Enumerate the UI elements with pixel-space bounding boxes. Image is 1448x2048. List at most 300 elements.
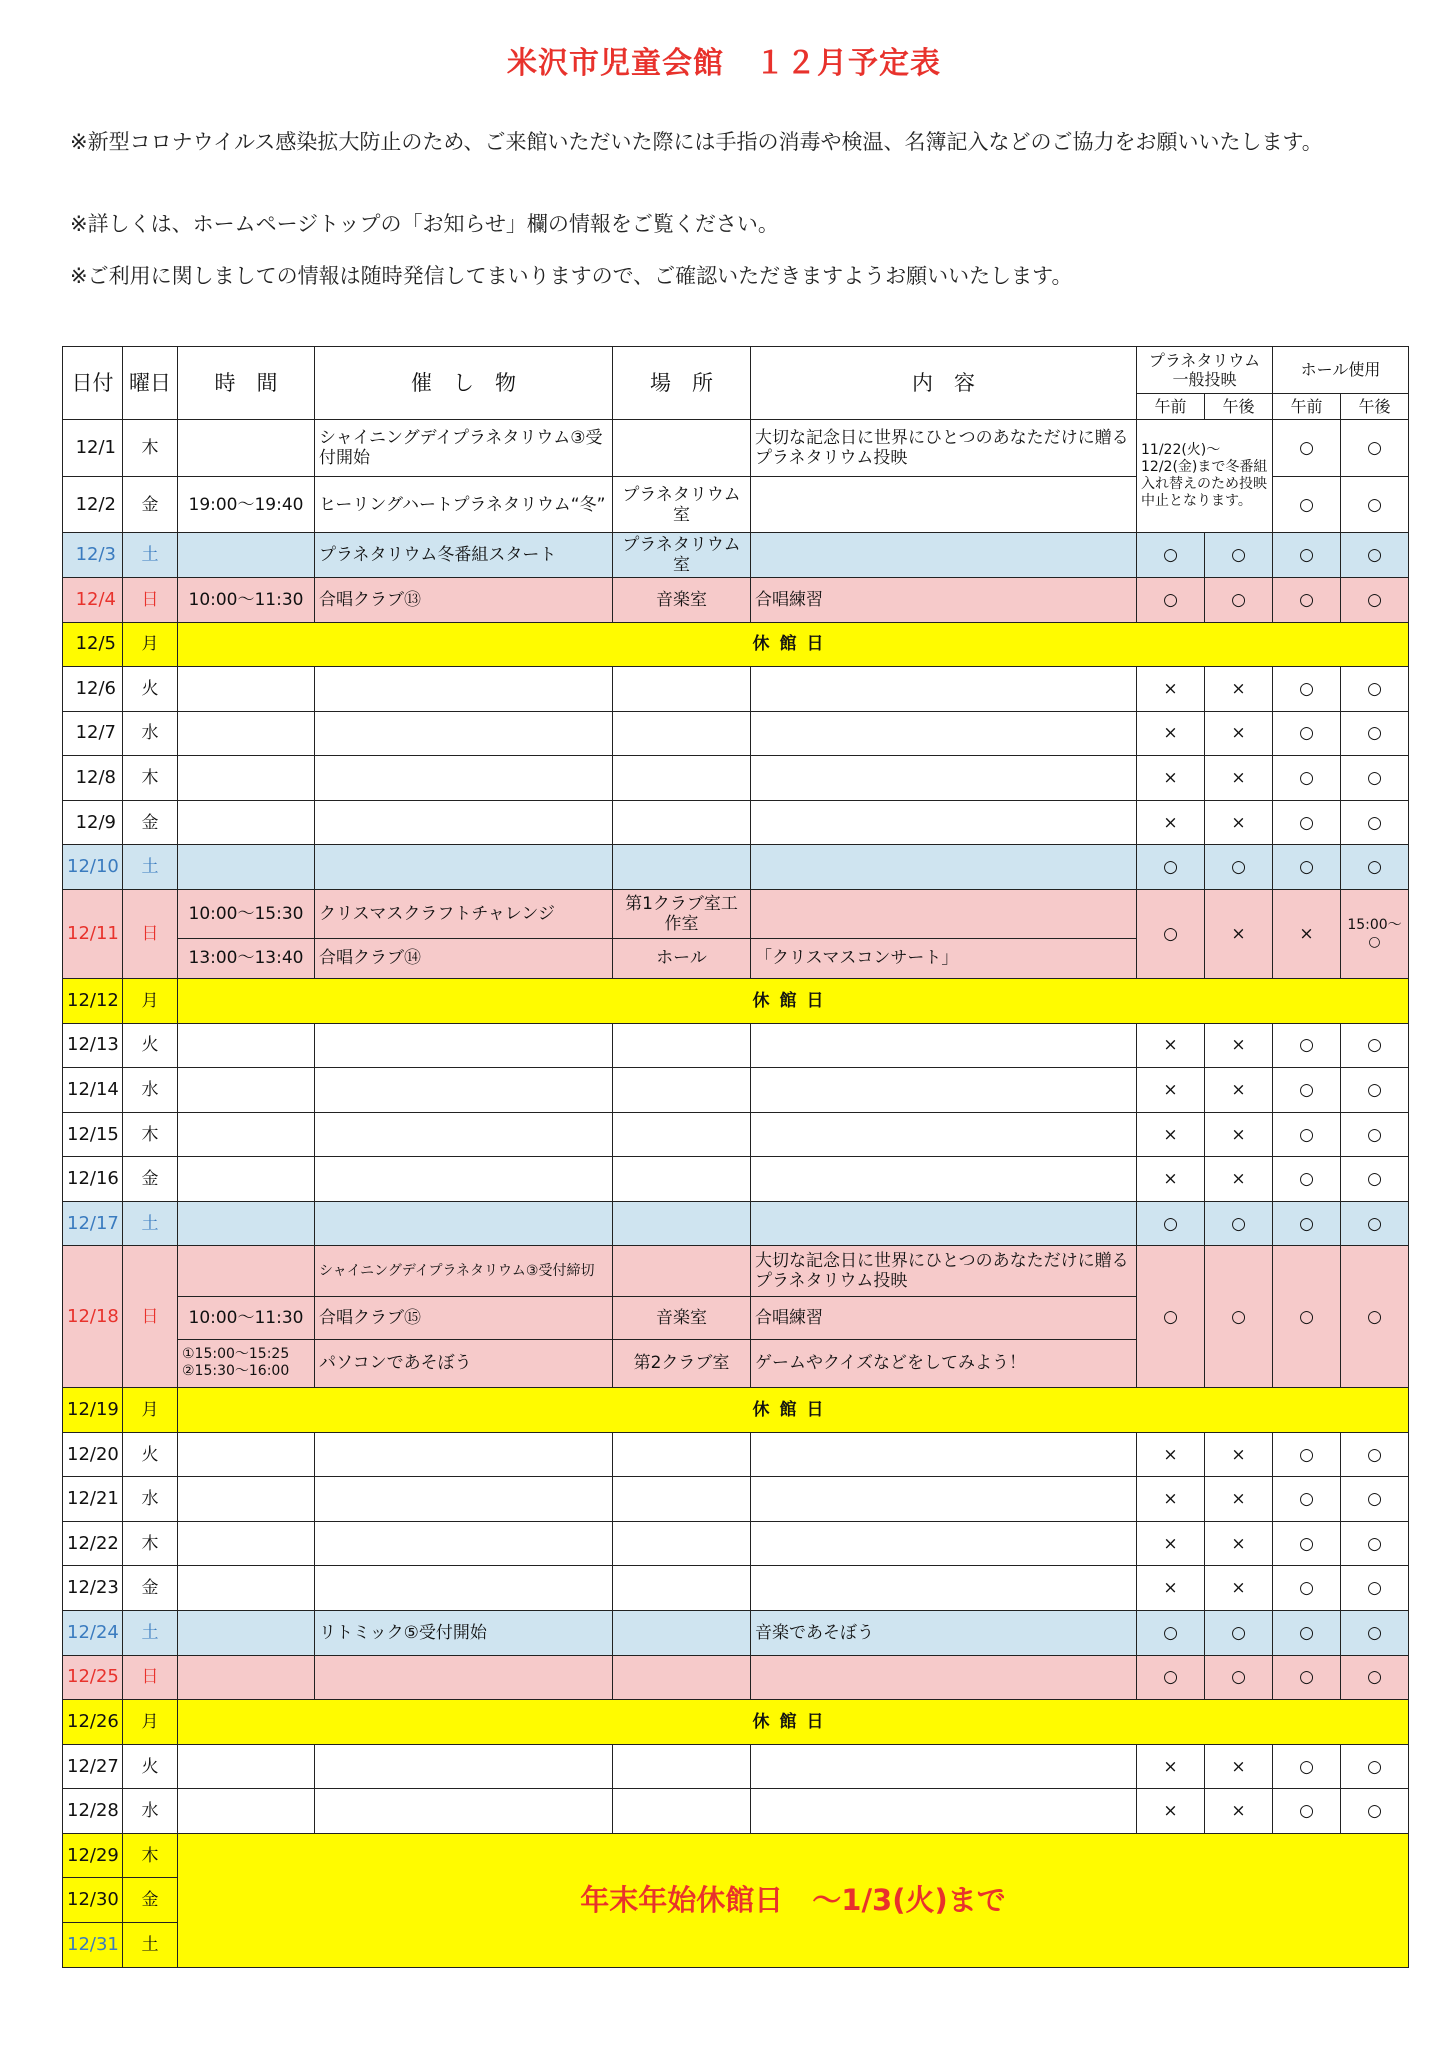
hall-am-mark: ○ <box>1273 667 1341 712</box>
table-row <box>63 1566 1409 1611</box>
planetarium-pm-mark: ○ <box>1205 1246 1273 1388</box>
planetarium-pm-mark: × <box>1205 756 1273 801</box>
weekday-cell: 木 <box>123 1521 178 1566</box>
weekday-cell: 土 <box>123 1922 178 1967</box>
place-cell <box>613 800 751 845</box>
planetarium-am-mark: × <box>1137 667 1205 712</box>
table-row <box>63 1112 1409 1157</box>
weekday-cell: 火 <box>123 1744 178 1789</box>
hall-pm-mark: ○ <box>1341 1068 1409 1113</box>
time-cell <box>178 800 315 845</box>
weekday-cell: 金 <box>123 1878 178 1923</box>
weekday-cell: 土 <box>123 1201 178 1246</box>
table-row <box>63 1432 1409 1477</box>
header-weekday: 曜日 <box>123 347 178 420</box>
weekday-cell: 水 <box>123 711 178 756</box>
hall-pm-mark: ○ <box>1341 1655 1409 1700</box>
time-cell <box>178 845 315 890</box>
hall-pm-mark: ○ <box>1341 1023 1409 1068</box>
time-cell <box>178 1611 315 1656</box>
hall-am-mark: ○ <box>1273 476 1341 533</box>
planetarium-pm-mark: × <box>1205 889 1273 978</box>
planetarium-am-mark: × <box>1137 1789 1205 1834</box>
hall-am-mark: ○ <box>1273 577 1341 622</box>
date-cell: 12/20 <box>63 1432 123 1477</box>
hall-pm-mark: ○ <box>1341 1521 1409 1566</box>
place-cell: 音楽室 <box>613 1297 751 1340</box>
content-cell: 大切な記念日に世界にひとつのあなただけに贈るプラネタリウム投映 <box>751 1246 1137 1297</box>
time-cell <box>178 1744 315 1789</box>
date-cell: 12/30 <box>63 1878 123 1923</box>
planetarium-am-mark: × <box>1137 800 1205 845</box>
planetarium-pm-mark: × <box>1205 1566 1273 1611</box>
planetarium-note: 11/22(火)～12/2(金)まで冬番組入れ替えのため投映中止となります。 <box>1137 419 1273 532</box>
event-cell <box>315 756 613 801</box>
date-cell: 12/25 <box>63 1655 123 1700</box>
date-cell: 12/9 <box>63 800 123 845</box>
place-cell <box>613 1655 751 1700</box>
hall-pm-mark: ○ <box>1341 476 1409 533</box>
event-cell: リトミック⑤受付開始 <box>315 1611 613 1656</box>
hall-pm-mark: 15:00～○ <box>1341 889 1409 978</box>
place-cell: 第1クラブ室工作室 <box>613 889 751 938</box>
table-row <box>63 667 1409 712</box>
weekday-cell: 木 <box>123 1833 178 1878</box>
hall-am-mark: ○ <box>1273 1432 1341 1477</box>
table-row <box>63 711 1409 756</box>
date-cell: 12/10 <box>63 845 123 890</box>
header-planetarium-pm: 午後 <box>1205 393 1273 419</box>
place-cell <box>613 1112 751 1157</box>
content-cell <box>751 476 1137 533</box>
header-event: 催 し 物 <box>315 347 613 420</box>
planetarium-am-mark: ○ <box>1137 577 1205 622</box>
table-row <box>63 1201 1409 1246</box>
date-cell: 12/1 <box>63 419 123 476</box>
weekday-cell: 木 <box>123 756 178 801</box>
date-cell: 12/6 <box>63 667 123 712</box>
planetarium-am-mark: × <box>1137 1068 1205 1113</box>
date-cell: 12/15 <box>63 1112 123 1157</box>
planetarium-pm-mark: × <box>1205 1744 1273 1789</box>
hall-am-mark: ○ <box>1273 756 1341 801</box>
content-cell <box>751 1477 1137 1522</box>
hall-pm-mark: ○ <box>1341 756 1409 801</box>
place-cell: ホール <box>613 938 751 979</box>
content-cell: ゲームやクイズなどをしてみよう！ <box>751 1339 1137 1388</box>
weekday-cell: 金 <box>123 1566 178 1611</box>
content-cell <box>751 1566 1137 1611</box>
table-row <box>63 622 1409 667</box>
planetarium-am-mark: × <box>1137 1744 1205 1789</box>
place-cell <box>613 1789 751 1834</box>
place-cell <box>613 711 751 756</box>
closed-label: 休館日 <box>178 622 1409 667</box>
notice-updates: ※ご利用に関しましての情報は随時発信してまいりますので、ご確認いただきますようお願いいたします。 <box>70 264 1073 288</box>
place-cell <box>613 845 751 890</box>
hall-pm-mark: ○ <box>1341 1157 1409 1202</box>
time-cell <box>178 1432 315 1477</box>
hall-pm-mark: ○ <box>1341 1477 1409 1522</box>
hall-am-mark: ○ <box>1273 1477 1341 1522</box>
time-cell <box>178 667 315 712</box>
date-cell: 12/19 <box>63 1388 123 1433</box>
place-cell <box>613 1246 751 1297</box>
hall-am-mark: × <box>1273 889 1341 978</box>
time-cell <box>178 419 315 476</box>
date-cell: 12/26 <box>63 1700 123 1745</box>
planetarium-pm-mark: × <box>1205 667 1273 712</box>
weekday-cell: 月 <box>123 622 178 667</box>
closed-label: 休館日 <box>178 979 1409 1024</box>
time-cell <box>178 1068 315 1113</box>
place-cell: プラネタリウム室 <box>613 533 751 578</box>
place-cell <box>613 1611 751 1656</box>
content-cell: 「クリスマスコンサート」 <box>751 938 1137 979</box>
date-cell: 12/4 <box>63 577 123 622</box>
date-cell: 12/18 <box>63 1246 123 1388</box>
weekday-cell: 火 <box>123 667 178 712</box>
date-cell: 12/29 <box>63 1833 123 1878</box>
weekday-cell: 日 <box>123 1246 178 1388</box>
planetarium-pm-mark: ○ <box>1205 533 1273 578</box>
date-cell: 12/8 <box>63 756 123 801</box>
planetarium-am-mark: × <box>1137 1112 1205 1157</box>
content-cell <box>751 1744 1137 1789</box>
hall-am-mark: ○ <box>1273 1566 1341 1611</box>
event-cell: クリスマスクラフトチャレンジ <box>315 889 613 938</box>
time-cell <box>178 1112 315 1157</box>
place-cell: 第2クラブ室 <box>613 1339 751 1388</box>
table-row <box>63 1744 1409 1789</box>
hall-pm-mark: ○ <box>1341 1246 1409 1388</box>
planetarium-pm-mark: ○ <box>1205 1655 1273 1700</box>
hall-pm-mark: ○ <box>1341 419 1409 476</box>
planetarium-am-mark: × <box>1137 1566 1205 1611</box>
header-hall: ホール使用 <box>1273 347 1409 394</box>
table-row <box>63 1521 1409 1566</box>
header-content: 内 容 <box>751 347 1137 420</box>
time-cell <box>178 1789 315 1834</box>
event-cell <box>315 1566 613 1611</box>
table-row <box>63 1833 1409 1878</box>
table-row <box>63 1157 1409 1202</box>
planetarium-am-mark: ○ <box>1137 1246 1205 1388</box>
content-cell: 合唱練習 <box>751 1297 1137 1340</box>
event-cell: 合唱クラブ⑬ <box>315 577 613 622</box>
content-cell <box>751 800 1137 845</box>
date-cell: 12/31 <box>63 1922 123 1967</box>
planetarium-pm-mark: × <box>1205 1432 1273 1477</box>
time-cell: ①15:00～15:25 ②15:30～16:00 <box>178 1339 315 1388</box>
time-cell: 13:00～13:40 <box>178 938 315 979</box>
time-cell <box>178 533 315 578</box>
hall-am-mark: ○ <box>1273 1068 1341 1113</box>
planetarium-pm-mark: × <box>1205 1789 1273 1834</box>
header-hall-am: 午前 <box>1273 393 1341 419</box>
hall-am-mark: ○ <box>1273 419 1341 476</box>
hall-pm-mark: ○ <box>1341 711 1409 756</box>
date-cell: 12/14 <box>63 1068 123 1113</box>
content-cell: 合唱練習 <box>751 577 1137 622</box>
table-row <box>63 1700 1409 1745</box>
planetarium-pm-mark: ○ <box>1205 577 1273 622</box>
header-time: 時 間 <box>178 347 315 420</box>
event-cell <box>315 1432 613 1477</box>
table-row <box>63 577 1409 622</box>
date-cell: 12/3 <box>63 533 123 578</box>
event-cell: 合唱クラブ⑮ <box>315 1297 613 1340</box>
hall-pm-mark: ○ <box>1341 800 1409 845</box>
event-cell: ヒーリングハートプラネタリウム“冬” <box>315 476 613 533</box>
time-cell <box>178 756 315 801</box>
place-cell <box>613 1023 751 1068</box>
hall-pm-mark: ○ <box>1341 1112 1409 1157</box>
table-row <box>63 889 1409 938</box>
place-cell <box>613 1432 751 1477</box>
date-cell: 12/27 <box>63 1744 123 1789</box>
date-cell: 12/7 <box>63 711 123 756</box>
planetarium-am-mark: × <box>1137 1477 1205 1522</box>
content-cell <box>751 1112 1137 1157</box>
hall-am-mark: ○ <box>1273 800 1341 845</box>
place-cell <box>613 1566 751 1611</box>
planetarium-am-mark: ○ <box>1137 889 1205 978</box>
event-cell <box>315 1112 613 1157</box>
table-row <box>63 1023 1409 1068</box>
date-cell: 12/17 <box>63 1201 123 1246</box>
hall-pm-mark: ○ <box>1341 1201 1409 1246</box>
weekday-cell: 日 <box>123 577 178 622</box>
planetarium-am-mark: × <box>1137 1023 1205 1068</box>
weekday-cell: 日 <box>123 1655 178 1700</box>
header-date: 日付 <box>63 347 123 420</box>
weekday-cell: 金 <box>123 800 178 845</box>
planetarium-pm-mark: ○ <box>1205 845 1273 890</box>
time-cell <box>178 1157 315 1202</box>
place-cell <box>613 1157 751 1202</box>
header-planetarium: プラネタリウム一般投映 <box>1137 347 1273 394</box>
time-cell <box>178 1566 315 1611</box>
content-cell <box>751 533 1137 578</box>
date-cell: 12/28 <box>63 1789 123 1834</box>
planetarium-am-mark: × <box>1137 1432 1205 1477</box>
time-cell <box>178 1521 315 1566</box>
planetarium-pm-mark: ○ <box>1205 1611 1273 1656</box>
hall-am-mark: ○ <box>1273 845 1341 890</box>
content-cell <box>751 1023 1137 1068</box>
content-cell: 音楽であそぼう <box>751 1611 1137 1656</box>
event-cell <box>315 667 613 712</box>
place-cell <box>613 1201 751 1246</box>
place-cell: プラネタリウム室 <box>613 476 751 533</box>
weekday-cell: 月 <box>123 979 178 1024</box>
content-cell <box>751 1521 1137 1566</box>
page-title: 米沢市児童会館 １２月予定表 <box>507 46 941 81</box>
weekday-cell: 木 <box>123 419 178 476</box>
weekday-cell: 火 <box>123 1023 178 1068</box>
event-cell <box>315 845 613 890</box>
event-cell <box>315 711 613 756</box>
event-cell <box>315 1201 613 1246</box>
content-cell <box>751 1655 1137 1700</box>
hall-am-mark: ○ <box>1273 1246 1341 1388</box>
planetarium-am-mark: ○ <box>1137 533 1205 578</box>
content-cell <box>751 845 1137 890</box>
date-cell: 12/16 <box>63 1157 123 1202</box>
content-cell <box>751 1789 1137 1834</box>
date-cell: 12/23 <box>63 1566 123 1611</box>
date-cell: 12/12 <box>63 979 123 1024</box>
closed-label: 休館日 <box>178 1388 1409 1433</box>
date-cell: 12/13 <box>63 1023 123 1068</box>
date-cell: 12/24 <box>63 1611 123 1656</box>
place-cell: 音楽室 <box>613 577 751 622</box>
place-cell <box>613 1744 751 1789</box>
weekday-cell: 水 <box>123 1477 178 1522</box>
hall-am-mark: ○ <box>1273 1112 1341 1157</box>
header-place: 場 所 <box>613 347 751 420</box>
place-cell <box>613 1477 751 1522</box>
planetarium-pm-mark: ○ <box>1205 1201 1273 1246</box>
weekday-cell: 土 <box>123 1611 178 1656</box>
date-cell: 12/5 <box>63 622 123 667</box>
planetarium-pm-mark: × <box>1205 1068 1273 1113</box>
time-cell: 10:00～11:30 <box>178 577 315 622</box>
planetarium-pm-mark: × <box>1205 1112 1273 1157</box>
hall-am-mark: ○ <box>1273 1023 1341 1068</box>
event-cell <box>315 1068 613 1113</box>
place-cell <box>613 667 751 712</box>
table-row <box>63 1388 1409 1433</box>
event-cell: シャイニングデイプラネタリウム③受付締切 <box>315 1246 613 1297</box>
table-row <box>63 800 1409 845</box>
weekday-cell: 水 <box>123 1068 178 1113</box>
place-cell <box>613 756 751 801</box>
table-row <box>63 1655 1409 1700</box>
planetarium-pm-mark: × <box>1205 711 1273 756</box>
content-cell <box>751 889 1137 938</box>
event-cell: シャイニングデイプラネタリウム③受付開始 <box>315 419 613 476</box>
table-row <box>63 1789 1409 1834</box>
hall-pm-mark: ○ <box>1341 1744 1409 1789</box>
event-cell <box>315 1655 613 1700</box>
table-row <box>63 1246 1409 1297</box>
hall-am-mark: ○ <box>1273 1655 1341 1700</box>
weekday-cell: 木 <box>123 1112 178 1157</box>
place-cell <box>613 1521 751 1566</box>
content-cell <box>751 711 1137 756</box>
table-row <box>63 419 1409 476</box>
year-end-closure-label: 年末年始休館日 ～1/3(火)まで <box>178 1833 1409 1967</box>
time-cell <box>178 711 315 756</box>
weekday-cell: 火 <box>123 1432 178 1477</box>
event-cell: 合唱クラブ⑭ <box>315 938 613 979</box>
weekday-cell: 水 <box>123 1789 178 1834</box>
planetarium-am-mark: × <box>1137 711 1205 756</box>
place-cell <box>613 419 751 476</box>
time-cell: 10:00～11:30 <box>178 1297 315 1340</box>
hall-pm-mark: ○ <box>1341 845 1409 890</box>
header-row <box>63 347 1409 394</box>
hall-am-mark: ○ <box>1273 1521 1341 1566</box>
content-cell <box>751 667 1137 712</box>
event-cell: パソコンであそぼう <box>315 1339 613 1388</box>
time-cell <box>178 1023 315 1068</box>
table-row <box>63 756 1409 801</box>
planetarium-pm-mark: × <box>1205 1157 1273 1202</box>
content-cell <box>751 1157 1137 1202</box>
table-row <box>63 1477 1409 1522</box>
planetarium-am-mark: ○ <box>1137 845 1205 890</box>
time-cell: 10:00～15:30 <box>178 889 315 938</box>
planetarium-am-mark: ○ <box>1137 1201 1205 1246</box>
hall-am-mark: ○ <box>1273 711 1341 756</box>
schedule-table <box>62 346 1409 1968</box>
weekday-cell: 土 <box>123 845 178 890</box>
weekday-cell: 金 <box>123 476 178 533</box>
hall-pm-mark: ○ <box>1341 667 1409 712</box>
planetarium-am-mark: × <box>1137 1157 1205 1202</box>
time-cell <box>178 1246 315 1297</box>
hall-am-mark: ○ <box>1273 1611 1341 1656</box>
weekday-cell: 日 <box>123 889 178 978</box>
hall-am-mark: ○ <box>1273 533 1341 578</box>
table-row <box>63 979 1409 1024</box>
notice-covid: ※新型コロナウイルス感染拡大防止のため、ご来館いただいた際には手指の消毒や検温、名簿記入などのご協力をお願いいたします。 <box>70 130 1323 154</box>
time-cell <box>178 1477 315 1522</box>
hall-am-mark: ○ <box>1273 1201 1341 1246</box>
time-cell <box>178 1201 315 1246</box>
event-cell <box>315 1789 613 1834</box>
hall-pm-mark: ○ <box>1341 1789 1409 1834</box>
planetarium-am-mark: × <box>1137 756 1205 801</box>
hall-pm-mark: ○ <box>1341 1432 1409 1477</box>
date-cell: 12/2 <box>63 476 123 533</box>
date-cell: 12/22 <box>63 1521 123 1566</box>
content-cell: 大切な記念日に世界にひとつのあなただけに贈るプラネタリウム投映 <box>751 419 1137 476</box>
event-cell: プラネタリウム冬番組スタート <box>315 533 613 578</box>
table-row <box>63 533 1409 578</box>
date-cell: 12/21 <box>63 1477 123 1522</box>
event-cell <box>315 1023 613 1068</box>
weekday-cell: 月 <box>123 1388 178 1433</box>
place-cell <box>613 1068 751 1113</box>
hall-am-mark: ○ <box>1273 1157 1341 1202</box>
table-row <box>63 845 1409 890</box>
planetarium-am-mark: ○ <box>1137 1655 1205 1700</box>
weekday-cell: 月 <box>123 1700 178 1745</box>
hall-pm-mark: ○ <box>1341 577 1409 622</box>
hall-pm-mark: ○ <box>1341 1566 1409 1611</box>
closed-label: 休館日 <box>178 1700 1409 1745</box>
time-cell: 19:00～19:40 <box>178 476 315 533</box>
content-cell <box>751 1432 1137 1477</box>
hall-am-mark: ○ <box>1273 1744 1341 1789</box>
planetarium-am-mark: ○ <box>1137 1611 1205 1656</box>
hall-pm-mark: ○ <box>1341 1611 1409 1656</box>
hall-am-mark: ○ <box>1273 1789 1341 1834</box>
notice-homepage: ※詳しくは、ホームページトップの「お知らせ」欄の情報をご覧ください。 <box>70 212 779 236</box>
planetarium-pm-mark: × <box>1205 1023 1273 1068</box>
content-cell <box>751 756 1137 801</box>
planetarium-am-mark: × <box>1137 1521 1205 1566</box>
table-row <box>63 1068 1409 1113</box>
planetarium-pm-mark: × <box>1205 800 1273 845</box>
event-cell <box>315 1157 613 1202</box>
event-cell <box>315 800 613 845</box>
event-cell <box>315 1521 613 1566</box>
